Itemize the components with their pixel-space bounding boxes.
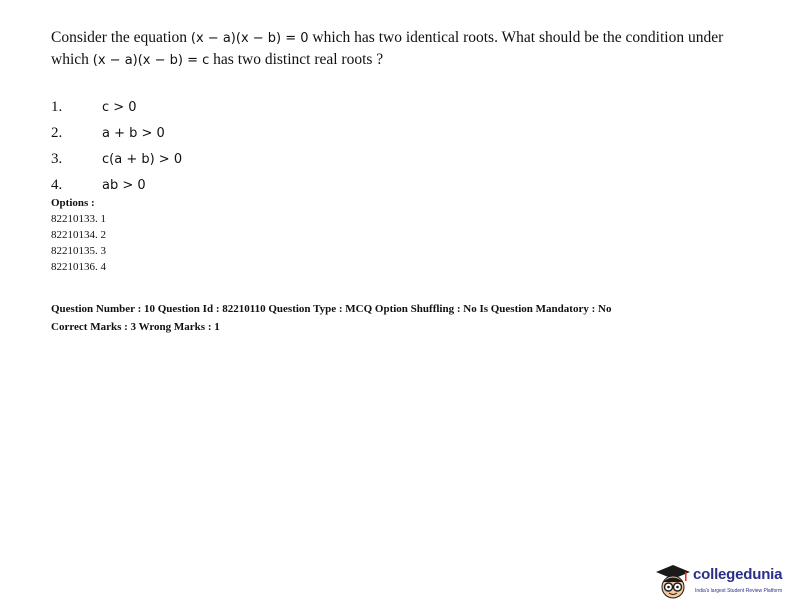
question-text-part-1: Consider the equation (51, 29, 191, 46)
option-id-2: 82210134. 2 (51, 229, 106, 241)
choice-number: 1. (51, 99, 63, 115)
choice-expression: ab > 0 (102, 178, 146, 193)
choice-number: 2. (51, 125, 63, 141)
choice-number: 4. (51, 177, 63, 193)
equation-2: (x − a)(x − b) = c (92, 53, 210, 68)
collegedunia-logo (655, 562, 791, 606)
option-id-1: 82210133. 1 (51, 213, 106, 225)
question-text (51, 27, 761, 71)
question-text-part-3: has two distinct real roots ? (209, 51, 384, 68)
question-meta-line-1: Question Number : 10 Question Id : 82210110 Question Type : MCQ Option Shuffling : No Is Question Mandatory : No (51, 303, 612, 315)
question-text-part-2: which has two identical roots. What should be the condition under which (51, 29, 724, 68)
option-id-3: 82210135. 3 (51, 245, 106, 257)
equation-1: (x − a)(x − b) = 0 (190, 31, 309, 46)
brand-name: collegedunia (693, 566, 783, 583)
choice-expression: c(a + b) > 0 (102, 152, 183, 167)
choice-expression: a + b > 0 (102, 126, 165, 141)
graduate-mascot-icon (655, 564, 691, 609)
option-id-4: 82210136. 4 (51, 261, 106, 273)
question-meta (51, 300, 611, 336)
options-block (51, 195, 106, 275)
choice-number: 3. (51, 151, 63, 167)
options-title: Options : (51, 197, 95, 209)
brand-tagline: India's largest Student Review Platform (695, 588, 783, 594)
choice-expression: c > 0 (102, 100, 137, 115)
question-meta-line-2: Correct Marks : 3 Wrong Marks : 1 (51, 321, 220, 333)
